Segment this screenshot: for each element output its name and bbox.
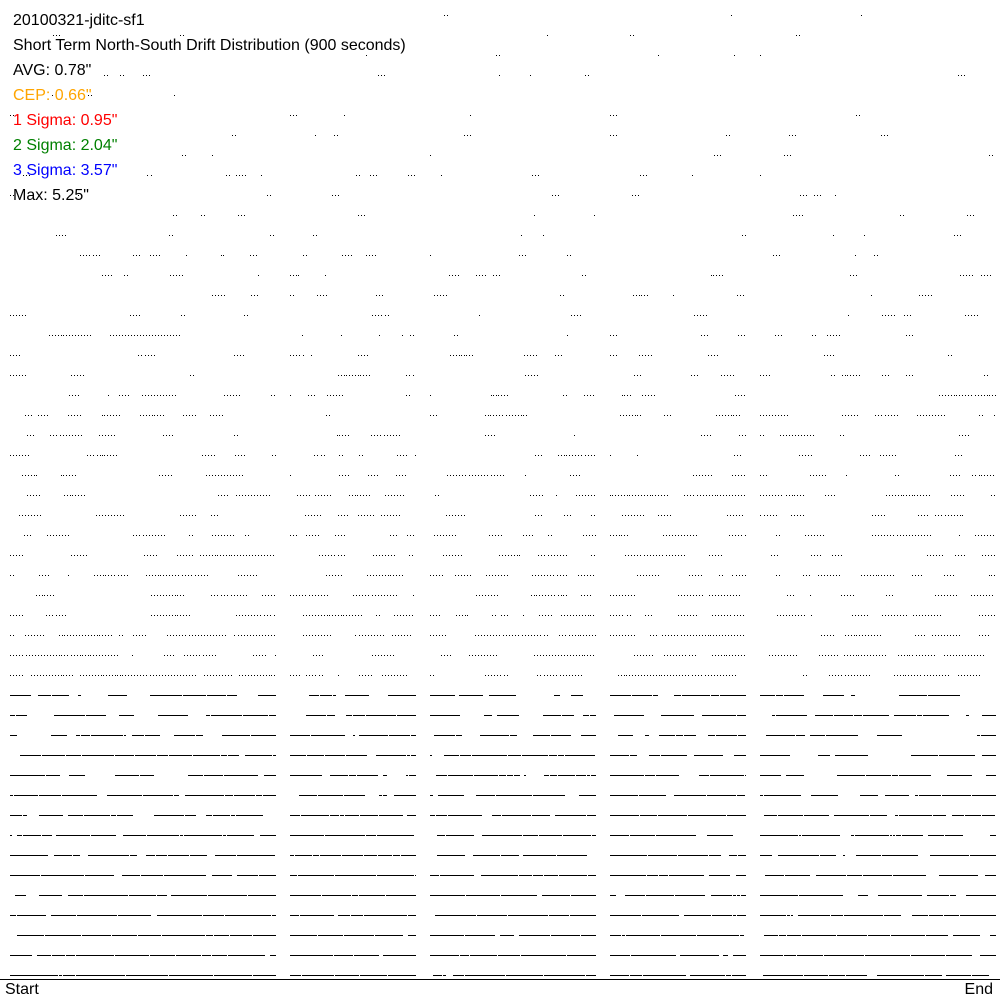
avg-label: AVG: 0.78" (13, 62, 92, 79)
sigma2-label: 2 Sigma: 2.04" (13, 137, 118, 154)
max-label: Max: 5.25" (13, 187, 89, 204)
sigma1-label: 1 Sigma: 0.95" (13, 112, 118, 129)
chart-title: Short Term North-South Drift Distribution (900 seconds) (13, 37, 406, 54)
x-axis-start-label: Start (5, 981, 39, 998)
session-name: 20100321-jditc-sf1 (13, 12, 145, 29)
cep-label: CEP: 0.66" (13, 87, 92, 104)
x-axis-end-label: End (964, 981, 993, 998)
sigma3-label: 3 Sigma: 3.57" (13, 162, 118, 179)
stats-legend (13, 8, 406, 208)
